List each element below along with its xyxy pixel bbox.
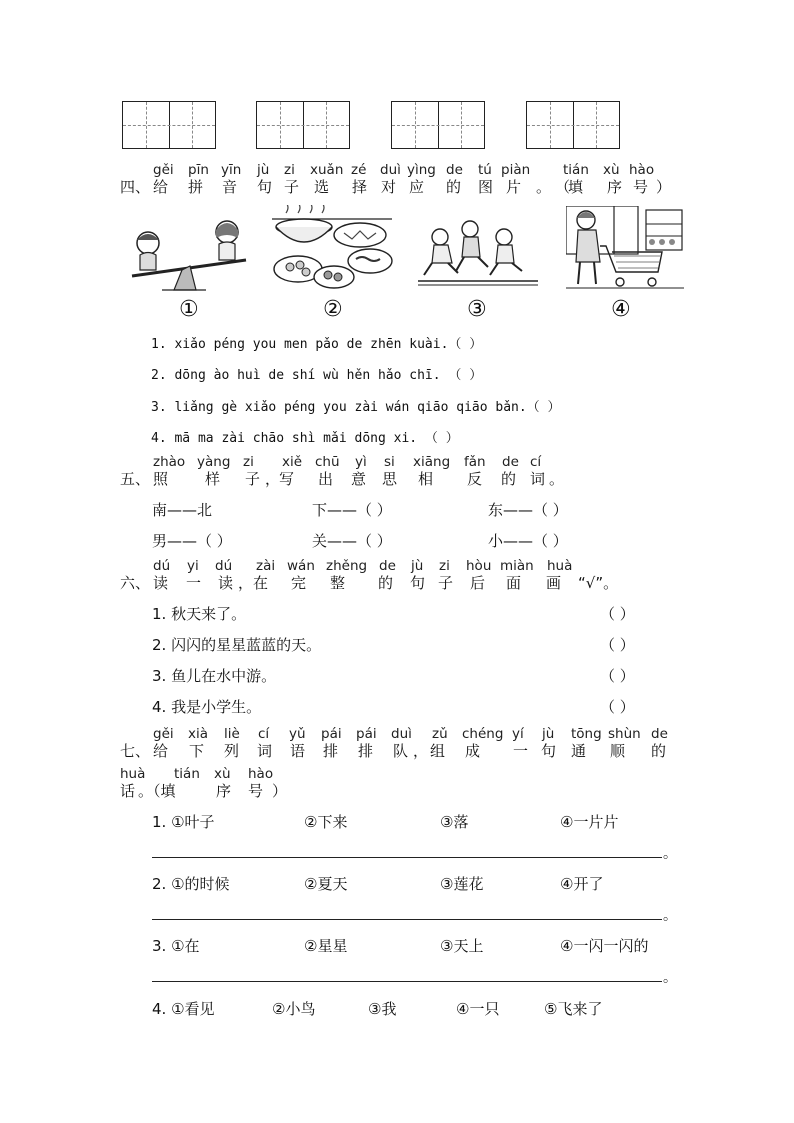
sec7-q2-word-2: ②夏天 [304,875,348,893]
sec5-pair-6[interactable]: 小——（ ） [488,532,568,550]
sec7-q1-word-1: 1. ①叶子 [152,813,215,831]
sec6-answer-2[interactable]: （ ） [600,636,635,654]
writing-grid-1 [122,101,216,149]
sec5-pair-4[interactable]: 男——（ ） [152,532,232,550]
sec7-q2-period: 。 [663,908,677,924]
sec6-item-3: 3. 鱼儿在水中游。 [152,667,277,685]
sec7-q4-word-4: ④一只 [456,1000,500,1018]
sec7-q4-word-5: ⑤飞来了 [544,1000,603,1018]
sec5-pair-2[interactable]: 下——（ ） [312,501,392,519]
sec7-q3-period: 。 [663,970,677,986]
supermarket-shopping-illustration [566,206,686,290]
pic-number-1: ① [179,297,199,322]
sec7-q3-answer-line[interactable] [152,981,662,982]
sec7-q1-word-2: ②下来 [304,813,348,831]
pic-number-4: ④ [611,297,631,322]
sec7-q4-word-2: ②小鸟 [272,1000,316,1018]
writing-grid-3 [391,101,485,149]
writing-grid-4 [526,101,620,149]
sec7-q2-word-1: 2. ①的时候 [152,875,230,893]
food-dishes-illustration [272,205,396,293]
sec7-q1-period: 。 [663,846,677,862]
writing-grid-2 [256,101,350,149]
sec7-q3-word-2: ②星星 [304,937,348,955]
sec7-q3-word-3: ③天上 [440,937,484,955]
sec6-answer-1[interactable]: （ ） [600,605,635,623]
sec6-item-2: 2. 闪闪的星星蓝蓝的天。 [152,636,322,654]
sec4-item-2[interactable]: 2. dōng ào huì de shí wù hěn hǎo chī. （ ） [151,368,483,383]
children-running-illustration [418,215,542,287]
sec7-q3-word-4: ④一闪一闪的 [560,937,649,955]
sec4-item-3[interactable]: 3. liǎng gè xiǎo péng you zài wán qiāo qiāo bǎn.（ ） [151,400,561,415]
sec5-pair-3[interactable]: 东——（ ） [488,501,568,519]
sec6-item-4: 4. 我是小学生。 [152,698,262,716]
sec7-q2-answer-line[interactable] [152,919,662,920]
sec6-item-1: 1. 秋天来了。 [152,605,247,623]
sec5-pair-1: 南——北 [152,501,213,519]
sec4-item-1[interactable]: 1. xiǎo péng you men pǎo de zhēn kuài.（ ） [151,337,483,352]
sec6-answer-3[interactable]: （ ） [600,667,635,685]
seesaw-illustration [126,210,256,292]
pic-number-3: ③ [467,297,487,322]
sec7-q1-answer-line[interactable] [152,857,662,858]
sec7-q2-word-4: ④开了 [560,875,604,893]
sec6-answer-4[interactable]: （ ） [600,698,635,716]
sec7-q2-word-3: ③莲花 [440,875,484,893]
pic-number-2: ② [323,297,343,322]
sec7-q4-word-3: ③我 [368,1000,397,1018]
sec7-q1-word-4: ④一片片 [560,813,619,831]
sec7-q1-word-3: ③落 [440,813,469,831]
sec5-pair-5[interactable]: 关——（ ） [312,532,392,550]
sec7-q4-word-1: 4. ①看见 [152,1000,215,1018]
sec4-item-4[interactable]: 4. mā ma zài chāo shì mǎi dōng xi. （ ） [151,431,459,446]
sec7-q3-word-1: 3. ①在 [152,937,200,955]
